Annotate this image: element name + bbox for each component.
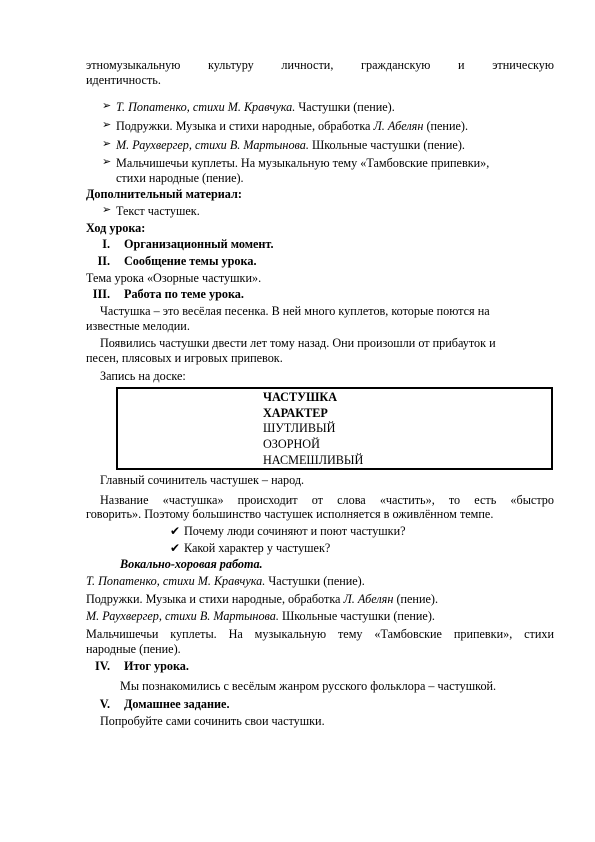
song-item-2	[86, 119, 554, 134]
song-title-line-1: Мальчишечьи куплеты. На музыкальную тему «Тамбовские припевки»,	[116, 156, 490, 171]
extra-item-text: Текст частушек.	[116, 204, 200, 219]
section-4	[86, 659, 554, 674]
song-item-3	[86, 138, 554, 153]
section-5	[86, 697, 554, 712]
song-title: Подружки. Музыка и стихи народные, обработка	[116, 118, 374, 133]
question-text: Почему люди сочиняют и поют частушки?	[184, 524, 406, 539]
lesson-topic: Тема урока «Озорные частушки».	[86, 270, 262, 285]
section-title: Работа по теме урока.	[124, 287, 244, 302]
song-item-1	[86, 100, 554, 115]
question-1	[86, 524, 554, 539]
para2-line-1: Появились частушки двести лет тому назад. Они произошли от прибауток и	[100, 336, 496, 351]
question-text: Какой характер у частушек?	[184, 540, 331, 555]
document-page	[86, 58, 554, 729]
song2-line-3	[86, 609, 554, 624]
song2-line-1	[86, 574, 554, 589]
section-number: III.	[92, 287, 110, 302]
para2-line-2: песен, плясовых и игровых припевок.	[86, 350, 283, 365]
board-word: ХАРАКТЕР	[263, 405, 328, 420]
song-title: Школьные частушки (пение).	[308, 137, 465, 152]
name-para-line-2: говорить». Поэтому большинство частушек исполняется в оживлённом темпе.	[86, 507, 494, 522]
board-word: ЧАСТУШКА	[263, 390, 338, 405]
song2-line-4: Мальчишечьи куплеты. На музыкальную тему «Тамбовские припевки», стихи	[86, 626, 554, 641]
song-title: Частушки (пение).	[295, 100, 395, 115]
song-author: М. Раухвергер, стихи В. Мартынова.	[86, 609, 279, 624]
song-note: (пение).	[423, 118, 468, 133]
extra-item	[86, 204, 554, 219]
song-item-4	[86, 156, 554, 185]
arrow-bullet-icon: ➢	[102, 156, 112, 169]
section-1	[86, 237, 554, 252]
board-word: НАСМЕШЛИВЫЙ	[263, 452, 364, 467]
board-label: Запись на доске:	[100, 368, 186, 383]
arrow-bullet-icon: ➢	[102, 100, 112, 113]
word: этномузыкальную	[86, 58, 181, 72]
section-number: I.	[102, 237, 110, 252]
song-title-line-2: стихи народные (пение).	[116, 170, 244, 185]
arrow-bullet-icon: ➢	[102, 204, 112, 217]
song-title: Частушки (пение).	[265, 574, 365, 589]
para1-line-1: Частушка – это весёлая песенка. В ней много куплетов, которые поются на	[100, 303, 490, 318]
question-2	[86, 541, 554, 556]
arrow-bullet-icon: ➢	[102, 137, 112, 150]
summary: Мы познакомились с весёлым жанром русского фольклора – частушкой.	[120, 678, 497, 693]
intro-line-1	[86, 58, 554, 73]
word: и	[458, 58, 465, 72]
song-author: М. Раухвергер, стихи В. Мартынова.	[116, 137, 309, 152]
arrow-bullet-icon: ➢	[102, 118, 112, 131]
main-author: Главный сочинитель частушек – народ.	[100, 473, 305, 488]
name-para-line-1: Название «частушка» происходит от слова «частить», то есть «быстро	[100, 492, 554, 507]
intro-line-2: идентичность.	[86, 72, 161, 87]
section-title: Домашнее задание.	[124, 696, 230, 711]
song-title: Школьные частушки (пение).	[278, 609, 435, 624]
board-box	[116, 387, 553, 470]
section-title: Итог урока.	[124, 659, 189, 674]
section-2	[86, 254, 554, 269]
board-word: ОЗОРНОЙ	[263, 436, 320, 451]
checkmark-icon: ✔	[170, 540, 181, 555]
song-author: Т. Попатенко, стихи М. Кравчука.	[86, 574, 266, 589]
section-number: IV.	[94, 659, 110, 674]
word: личности,	[281, 58, 334, 72]
section-number: V.	[99, 696, 110, 711]
song-author: Л. Абелян	[343, 591, 394, 606]
section-title: Организационный момент.	[124, 237, 274, 252]
checkmark-icon: ✔	[170, 524, 181, 539]
song-author: Л. Абелян	[373, 118, 424, 133]
lesson-heading: Ход урока:	[86, 220, 146, 235]
word: гражданскую	[361, 58, 431, 72]
song-author: Т. Попатенко, стихи М. Кравчука.	[116, 100, 296, 115]
song-note: (пение).	[393, 591, 438, 606]
section-number: II.	[97, 254, 110, 269]
song-title: Подружки. Музыка и стихи народные, обработка	[86, 591, 344, 606]
homework: Попробуйте сами сочинить свои частушки.	[100, 714, 325, 729]
board-word: ШУТЛИВЫЙ	[263, 421, 336, 436]
para1-line-2: известные мелодии.	[86, 318, 190, 333]
section-3	[86, 287, 554, 302]
vocal-heading: Вокально-хоровая работа.	[120, 557, 263, 572]
word: этническую	[492, 58, 555, 72]
extra-heading: Дополнительный материал:	[86, 187, 242, 202]
word: культуру	[208, 58, 254, 72]
song2-line-5: народные (пение).	[86, 641, 181, 656]
song2-line-2	[86, 592, 554, 607]
section-title: Сообщение темы урока.	[124, 254, 257, 269]
